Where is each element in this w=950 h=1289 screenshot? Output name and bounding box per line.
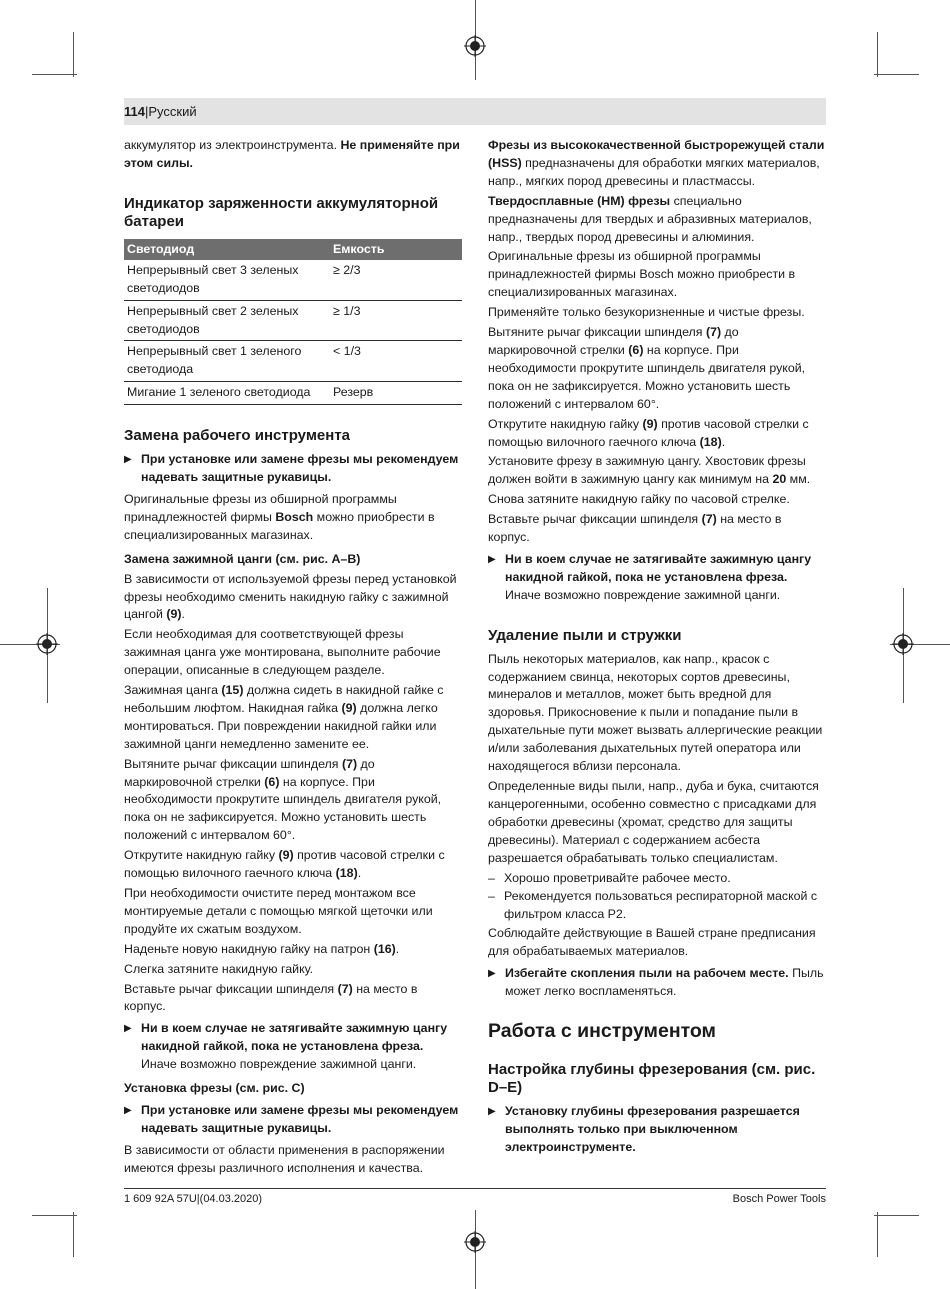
table-row [124,341,462,382]
triangle-bullet-icon: ▶ [124,454,132,466]
unscrew-nut-paragraph: Открутите накидную гайку (9) против часовой стрелки с помощью вилочного гаечного ключа (18). [124,848,445,881]
collet-paragraph-1: В зависимости от используемой фрезы перед установкой фрезы необходимо сменить накидную гайку с зажимной цангой (9). [124,571,457,622]
unscrew-nut-paragraph-2: Открутите накидную гайку (9) против часовой стрелки с помощью вилочного гаечного ключа (18). [488,416,809,449]
page-header [124,103,197,120]
footer-separator: | [196,1193,200,1205]
table-cell: ≥ 2/3 [330,260,462,300]
table-cell: Мигание 1 зеленого светодиода [124,382,330,405]
page-header-bar [124,98,826,125]
registration-mark-icon [892,633,914,655]
spindle-lock-paragraph: Вытяните рычаг фиксации шпинделя (7) до маркировочной стрелки (6) на корпусе. При необходимости прокрутите шпиндель двигателя рукой, пока он не зафиксируется. Можно установить шесть положений с интервалом 60°. [124,756,442,843]
header-separator: | [144,104,149,119]
right-column [488,137,826,1161]
table-header-led: Светодиод [124,239,330,260]
table-row [124,300,462,341]
depth-warning: ▶ Установку глубины фрезерования разрешается выполнять только при выключенном электроинструменте. [488,1103,800,1154]
page-number: 114 [124,104,145,119]
crop-mark [874,74,919,75]
crop-mark [32,1215,77,1216]
lever-back-paragraph-2: Вставьте рычаг фиксации шпинделя (7) на место в корпус. [488,512,782,545]
gloves-warning-2: ▶ При установке или замене фрезы мы рекомендуем надевать защитные рукавицы. [124,1102,459,1135]
dust-paragraph-1: Пыль некоторых материалов, как напр., красок с содержанием свинца, некоторых сортов древесины, минералов и металлов, может быть вредной для здоровья. Прикосновение к пыли и попадание пыли в дыхательные пути может вызвать аллергические реакции и/или заболевания дыхательных путей оператора или находящегося вблизи персонала. [488,651,823,774]
footer-doc-info [124,1192,262,1206]
table-header-row [124,239,462,260]
cleaning-paragraph: При необходимости очистите перед монтажом все монтируемые детали с помощью мягкой щеточки или продуйте их сжатым воздухом. [124,886,433,936]
table-cell: Непрерывный свет 3 зеленых светодиодов [124,260,330,300]
crop-mark [877,1212,878,1257]
clean-bits-paragraph: Применяйте только безукоризненные и чистые фрезы. [488,305,805,320]
insert-bit-paragraph: Установите фрезу в зажимную цангу. Хвостовик фрезы должен войти в зажимную цангу как минимум на 20 мм. [488,454,811,487]
collet-paragraph-2: Если необходимая для соответствующей фрезы зажимная цанга уже монтирована, выполните рабочие операции, описанные в следующем разделе. [124,627,441,678]
collet-paragraph-3: Зажимная цанга (15) должна сидеть в накидной гайке с небольшим люфтом. Накидная гайка (9) должна легко монтироваться. При повреждении накидной гайки или зажимной цанги немедленно замените ее. [124,683,444,751]
table-cell: Непрерывный свет 1 зеленого светодиода [124,341,330,382]
hm-paragraph: Твердосплавные (HM) фрезы специально предназначены для твердых и абразивных материалов, напр., твердых пород древесины и алюминия. [488,193,812,244]
dust-removal-heading: Удаление пыли и стружки [488,626,682,644]
table-row [124,260,462,300]
battery-capacity-table [124,239,462,405]
crop-mark [73,1212,74,1257]
triangle-bullet-icon: ▶ [488,968,496,980]
battery-indicator-heading: Индикатор заряженности аккумуляторной батареи [124,194,439,230]
doc-number: 1 609 92A 57U [124,1193,197,1205]
original-bits-paragraph-2: Оригинальные фрезы из обширной программы принадлежностей фирмы Bosch можно приобрести в специализированных магазинах. [488,249,796,300]
triangle-bullet-icon: ▶ [124,1023,132,1035]
list-item: – Рекомендуется пользоваться респираторной маской с фильтром класса P2. [488,889,818,922]
list-item: – Хорошо проветривайте рабочее место. [488,870,826,888]
new-nut-paragraph: Наденьте новую накидную гайку на патрон (16). [124,941,400,956]
registration-mark-icon [36,633,58,655]
intro-paragraph: аккумулятор из электроинструмента. Не применяйте при этом силы. [124,138,460,170]
dash-bullet-icon: – [488,870,495,885]
table-row [124,382,462,405]
install-paragraph: В зависимости от области применения в распоряжении имеются фрезы различного исполнения и качества. [124,1142,445,1175]
crop-mark [877,32,878,77]
spindle-lock-paragraph-2: Вытяните рычаг фиксации шпинделя (7) до маркировочной стрелки (6) на корпусе. При необходимости прокрутите шпиндель двигателя рукой, пока он не зафиксируется. Можно установить шесть положений с интервалом 60°. [488,325,806,411]
table-cell: < 1/3 [330,341,462,382]
table-header-capacity: Емкость [330,239,462,260]
install-bit-heading: Установка фрезы (см. рис. C) [124,1081,305,1096]
crop-mark [73,32,74,77]
footer-brand: Bosch Power Tools [732,1193,826,1205]
registration-mark-icon [464,35,486,57]
tool-change-heading: Замена рабочего инструмента [124,427,351,445]
retighten-paragraph: Снова затяните накидную гайку по часовой стрелке. [488,492,790,507]
tighten-warning: ▶ Ни в коем случае не затягивайте зажимную цангу накидной гайкой, пока не установлена фреза. Иначе возможно повреждение зажимной цанги. [124,1021,448,1072]
dust-paragraph-2: Определенные виды пыли, напр., дуба и бука, считаются канцерогенными, особенно совместно с присадками для обработки древесины (хромат, средство для защиты древесины). Материал с содержанием асбеста разрешается обрабатывать только специалистам. [488,779,819,865]
registration-mark-icon [464,1231,486,1253]
triangle-bullet-icon: ▶ [124,1104,132,1116]
left-column [124,137,462,1180]
table-cell: Резерв [330,382,462,405]
table-cell: Непрерывный свет 2 зеленых светодиодов [124,300,330,341]
collet-change-heading: Замена зажимной цанги (см. рис. A–B) [124,551,361,566]
tighten-warning-2: ▶ Ни в коем случае не затягивайте зажимную цангу накидной гайкой, пока не установлена фреза. Иначе возможно повреждение зажимной цанги. [488,551,812,602]
header-language: Русский [148,104,197,119]
doc-date: (04.03.2020) [199,1193,263,1205]
gloves-warning: ▶ При установке или замене фрезы мы рекомендуем надевать защитные рукавицы. [124,452,459,485]
dash-bullet-icon: – [488,889,495,904]
dust-warning: ▶ Избегайте скопления пыли на рабочем месте. Пыль может легко воспламеняться. [488,966,824,998]
hss-paragraph: Фрезы из высококачественной быстрорежущей стали (HSS) предназначены для обработки мягких материалов, напр., мягких пород древесины и пластмассы. [488,138,825,188]
tighten-paragraph: Слегка затяните накидную гайку. [124,961,314,976]
triangle-bullet-icon: ▶ [488,1105,496,1117]
lever-back-paragraph: Вставьте рычаг фиксации шпинделя (7) на место в корпус. [124,981,418,1014]
triangle-bullet-icon: ▶ [488,553,496,565]
original-bits-paragraph: Оригинальные фрезы из обширной программы принадлежностей фирмы Bosch можно приобрести в специализированных магазинах. [124,491,435,542]
table-cell: ≥ 1/3 [330,300,462,341]
crop-mark [32,74,77,75]
depth-setting-heading: Настройка глубины фрезерования (см. рис. D–E) [488,1060,816,1096]
regulations-paragraph: Соблюдайте действующие в Вашей стране предписания для обрабатываемых материалов. [488,926,816,959]
footer-divider [124,1188,826,1189]
crop-mark [874,1215,919,1216]
operation-heading: Работа с инструментом [488,1019,716,1042]
